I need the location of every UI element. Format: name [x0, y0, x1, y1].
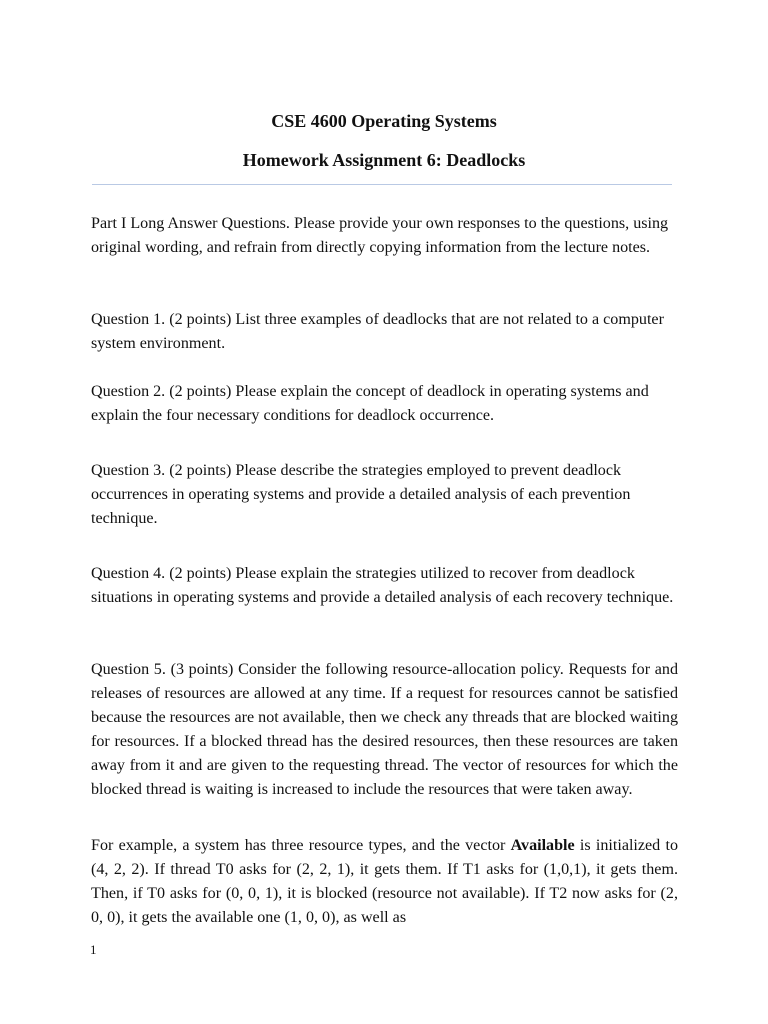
question-4: Question 4. (2 points) Please explain the strategies utilized to recover from deadlock situations in operating systems and provide a detailed analysis of each recovery technique.: [91, 565, 674, 606]
question-1: Question 1. (2 points) List three examples of deadlocks that are not related to a computer system environment.: [91, 311, 664, 352]
available-vector-term: Available: [510, 837, 575, 854]
document-title: CSE 4600 Operating Systems: [271, 111, 497, 131]
intro-paragraph: Part I Long Answer Questions. Please provide your own responses to the questions, using original wording, and refrain from directly copying information from the lecture notes.: [91, 215, 669, 256]
example-paragraph: [91, 834, 678, 930]
question-2: Question 2. (2 points) Please explain the concept of deadlock in operating systems and explain the four necessary conditions for deadlock occurrence.: [91, 383, 649, 424]
page-number: 1: [90, 942, 97, 957]
question-3: Question 3. (2 points) Please describe the strategies employed to prevent deadlock occurrences in operating systems and provide a detailed analysis of each prevention technique.: [91, 462, 631, 527]
question-5: Question 5. (3 points) Consider the following resource-allocation policy. Requests for and releases of resources are allowed at any time. If a request for resources cannot be satisfied because the resources are not available, then we check any threads that are blocked waiting for resources. If a blocked thread has the desired resources, then these resources are taken away from it and are given to the requesting thread. The vector of resources for which the blocked thread is waiting is increased to include the resources that were taken away.: [91, 661, 678, 798]
example-text-after: is initialized to (4, 2, 2). If thread T0 asks for (2, 2, 1), it gets them. If T1 asks for (1,0,1), it gets them. Then, if T0 asks for (0, 0, 1), it is blocked (resource not available). If T2 now asks for (2, 0, 0), it gets the available one (1, 0, 0), as well as: [91, 837, 678, 926]
title-divider: [92, 184, 672, 185]
document-subtitle: Homework Assignment 6: Deadlocks: [242, 150, 526, 170]
example-text-before: For example, a system has three resource types, and the vector: [91, 837, 511, 854]
